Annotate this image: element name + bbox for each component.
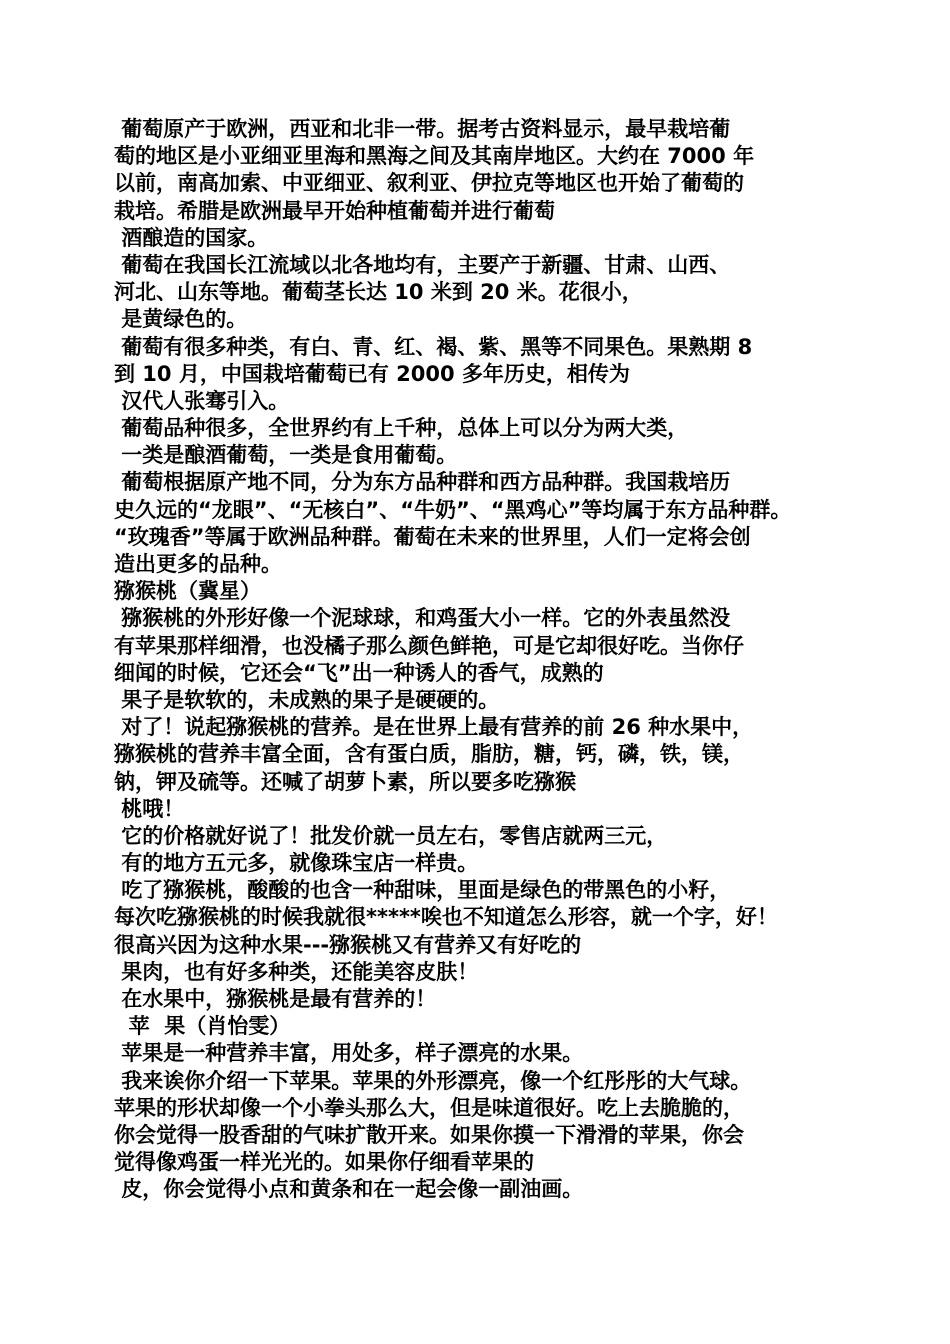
- text-line: 酒酿造的国家。: [114, 225, 269, 250]
- text-line: 猕猴桃（冀星）: [114, 579, 261, 604]
- text-line: 我来诶你介绍一下苹果。苹果的外形漂亮，像一个红彤彤的大气球。: [114, 1068, 752, 1093]
- document-body: [114, 116, 844, 1204]
- text-line: 有苹果那样细滑，也没橘子那么颜色鲜艳，可是它却很好吃。当你仔: [114, 633, 744, 658]
- text-line: 有的地方五元多，就像珠宝店一样贵。: [114, 851, 479, 876]
- text-line: 河北、山东等地。葡萄茎长达 10 米到 20 米。花很小，: [114, 280, 643, 305]
- text-line: 造出更多的品种。: [114, 552, 282, 576]
- text-line: 汉代人张骞引入。: [114, 388, 290, 413]
- text-line: 葡萄有很多种类，有白、青、红、褐、紫、黑等不同果色。果熟期 8: [114, 334, 753, 359]
- text-line: 苹 果（肖怡雯）: [114, 1014, 291, 1039]
- text-line: 钠，钾及硫等。还喊了胡萝卜素，所以要多吃猕猴: [114, 769, 576, 794]
- text-line: 葡萄在我国长江流域以北各地均有，主要产于新疆、甘肃、山西、: [114, 252, 731, 277]
- text-line: 是黄绿色的。: [114, 307, 248, 332]
- text-line: 在水果中，猕猴桃是最有营养的！: [114, 987, 437, 1011]
- text-line: 果子是软软的，未成熟的果子是硬硬的。: [114, 687, 500, 712]
- text-line: 吃了猕猴桃，酸酸的也含一种甜味，里面是绿色的带黑色的小籽，: [114, 878, 731, 903]
- text-line: 苹果的形状却像一个小拳头那么大，但是味道很好。吃上去脆脆的，: [114, 1095, 744, 1120]
- text-line: 每次吃猕猴桃的时候我就很*****唉也不知道怎么形容，就一个字，好！: [114, 905, 778, 930]
- text-line: 果肉，也有好多种类，还能美容皮肤！: [114, 959, 479, 984]
- text-line: 猕猴桃的外形好像一个泥球球，和鸡蛋大小一样。它的外表虽然没: [114, 606, 731, 631]
- text-line: 细闻的时候，它还会“飞”出一种诱人的香气，成熟的: [114, 660, 604, 685]
- text-line: 栽培。希腊是欧洲最早开始种植葡萄并进行葡萄: [114, 198, 555, 223]
- text-line: 对了！说起猕猴桃的营养。是在世界上最有营养的前 26 种水果中，: [114, 715, 754, 740]
- text-line: 萄的地区是小亚细亚里海和黑海之间及其南岸地区。大约在 7000 年: [114, 144, 755, 169]
- text-line: 一类是酿酒葡萄，一类是食用葡萄。: [114, 443, 458, 468]
- text-line: 葡萄原产于欧洲，西亚和北非一带。据考古资料显示，最早栽培葡: [114, 117, 731, 141]
- text-line: 它的价格就好说了！批发价就一员左右，零售店就两三元，: [114, 823, 668, 848]
- text-line: 葡萄根据原产地不同，分为东方品种群和西方品种群。我国栽培历: [114, 470, 731, 495]
- text-line: 史久远的“龙眼”、“无核白”、“牛奶”、“黑鸡心”等均属于东方品种群。: [114, 497, 792, 522]
- text-line: 桃哦！: [114, 796, 185, 821]
- text-line: 猕猴桃的营养丰富全面，含有蛋白质，脂肪，糖，钙，磷，铁，镁，: [114, 742, 744, 767]
- text-line: 很高兴因为这种水果---猕猴桃又有营养又有好吃的: [114, 932, 582, 957]
- text-line: 你会觉得一股香甜的气味扩散开来。如果你摸一下滑滑的苹果，你会: [114, 1122, 744, 1147]
- text-line: 到 10 月，中国栽培葡萄已有 2000 多年历史，相传为: [114, 361, 630, 386]
- text-line: 葡萄品种很多，全世界约有上千种，总体上可以分为两大类，: [114, 416, 689, 441]
- text-line: 皮，你会觉得小点和黄条和在一起会像一副油画。: [114, 1177, 584, 1202]
- text-line: 苹果是一种营养丰富，用处多，样子漂亮的水果。: [114, 1041, 584, 1066]
- text-line: 以前，南高加索、中亚细亚、叙利亚、伊拉克等地区也开始了葡萄的: [114, 171, 744, 196]
- text-line: 觉得像鸡蛋一样光光的。如果你仔细看苹果的: [114, 1150, 534, 1175]
- text-line: “玫瑰香”等属于欧洲品种群。葡萄在未来的世界里，人们一定将会创: [114, 524, 751, 549]
